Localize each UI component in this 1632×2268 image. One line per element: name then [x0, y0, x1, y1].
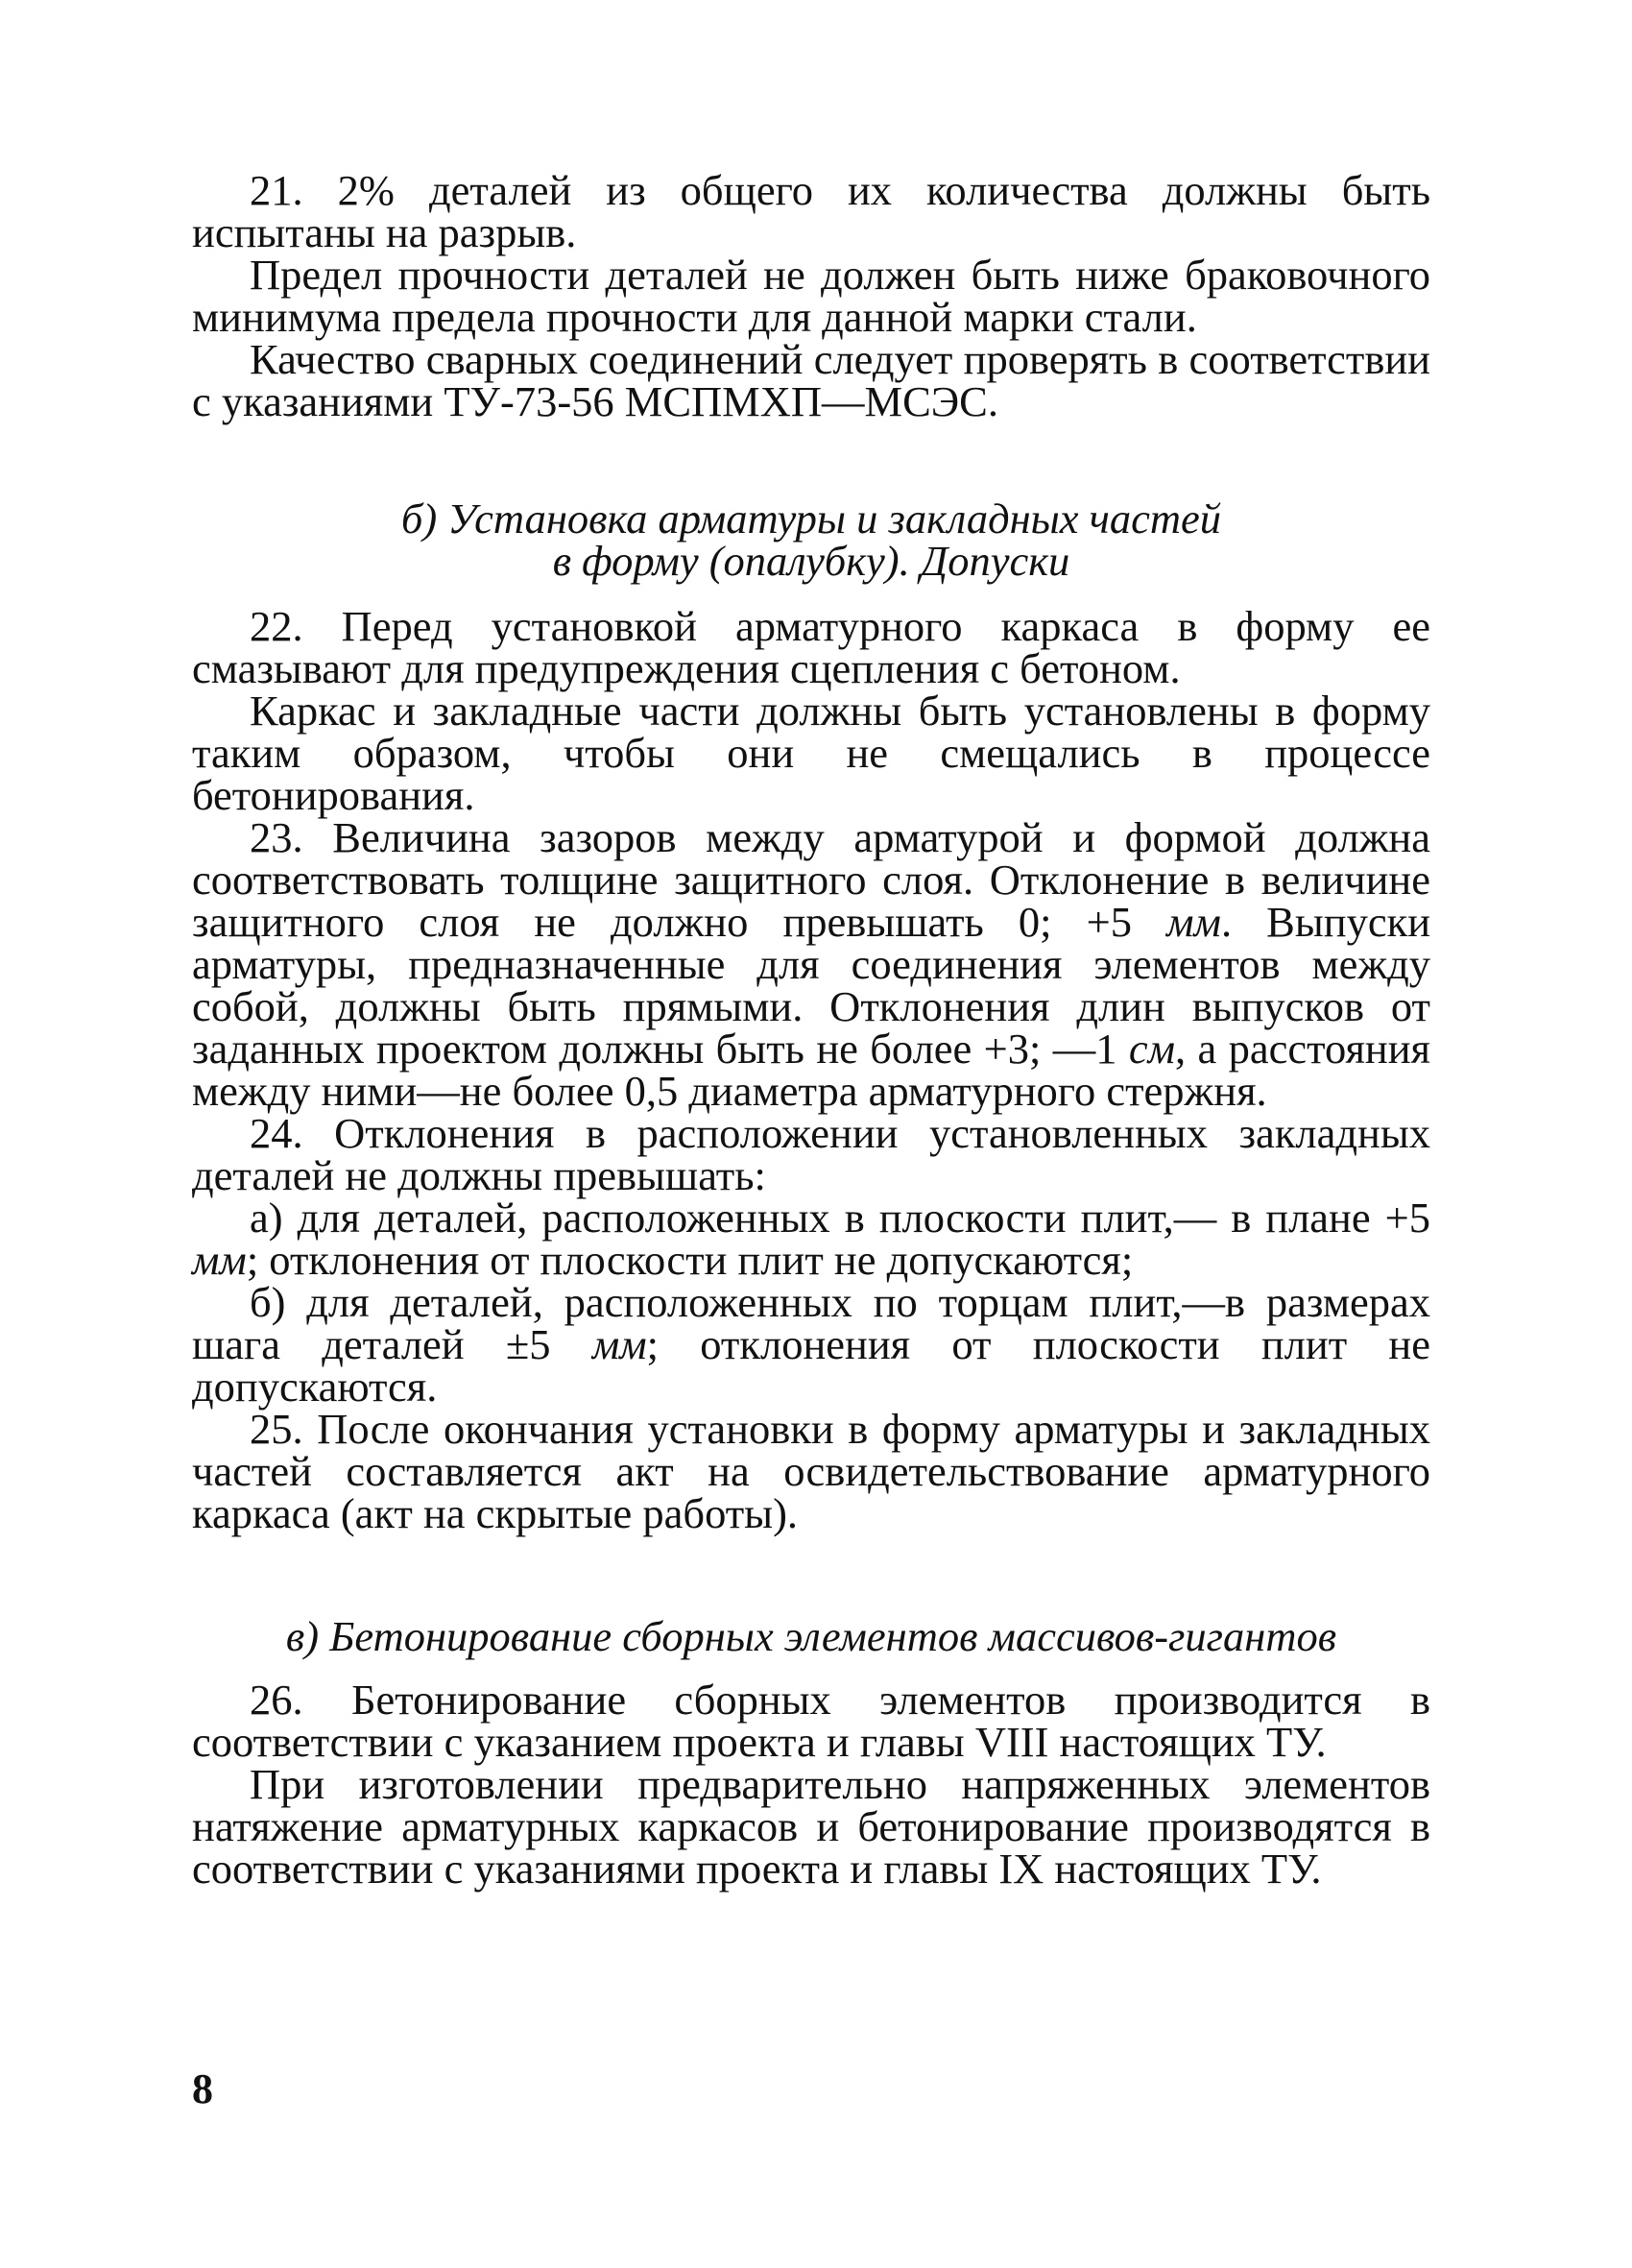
paragraph-prestressed: При изготовлении предварительно напряженных элементов натяжение арматурных каркасов и бетонирование производятся в соответствии с указаниями проекта и главы IX настоящих ТУ. — [192, 1760, 1430, 1893]
document-page — [192, 166, 1431, 1893]
unit-cm: см — [1128, 1025, 1176, 1073]
unit-mm: мм — [1166, 898, 1221, 946]
paragraph-24-a-tail: ; отклонения от плоскости плит не допускаются; — [246, 1236, 1134, 1284]
unit-mm: мм — [591, 1320, 647, 1368]
paragraph-23 — [192, 813, 1431, 1115]
paragraph-23-part-a: 23. Величина зазоров между арматурой и формой должна соответствовать толщине защитного слоя. Отклонение в величине защитного слоя не должно превышать 0; +5 — [192, 813, 1430, 946]
paragraph-24-a — [192, 1194, 1430, 1284]
paragraph-21: 21. 2% деталей из общего их количества должны быть испытаны на разрыв. — [192, 166, 1430, 256]
page-number: 8 — [192, 2065, 213, 2112]
paragraph-22: 22. Перед установкой арматурного каркаса в форму ее смазывают для предупреждения сцепления с бетоном. — [192, 602, 1430, 692]
section-heading-b-line2: в форму (опалубку). Допуски — [552, 537, 1070, 585]
paragraph-strength: Предел прочности деталей не должен быть ниже браковочного минимума предела прочности для данной марки стали. — [192, 251, 1430, 341]
unit-mm: мм — [192, 1236, 247, 1284]
paragraph-24-b-text: б) для деталей, расположенных по торцам плит,—в размерах шага деталей ±5 — [192, 1278, 1430, 1368]
paragraph-welding: Качество сварных соединений следует проверять в соответствии с указаниями ТУ-73-56 МСПМХП—МСЭС. — [192, 335, 1430, 425]
paragraph-26: 26. Бетонирование сборных элементов производится в соответствии с указанием проекта и главы VIII настоящих ТУ. — [192, 1676, 1430, 1766]
section-heading-v: в) Бетонирование сборных элементов массивов-гигантов — [285, 1612, 1337, 1660]
paragraph-24-b-tail: ; отклонения от плоскости плит не допускаются. — [192, 1320, 1430, 1411]
paragraph-25: 25. После окончания установки в форму арматуры и закладных частей составляется акт на освидетельствование арматурного каркаса (акт на скрытые работы). — [192, 1405, 1430, 1537]
section-heading-b — [192, 495, 1430, 585]
paragraph-24: 24. Отклонения в расположении установленных закладных деталей не должны превышать: — [192, 1109, 1430, 1199]
section-heading-b-line1: б) Установка арматуры и закладных частей — [400, 495, 1222, 543]
paragraph-24-a-text: а) для деталей, расположенных в плоскости плит,— в плане +5 — [250, 1194, 1430, 1242]
paragraph-24-b — [192, 1278, 1430, 1411]
paragraph-23-part-c: , а расстояния между ними—не более 0,5 диаметра арматурного стержня. — [192, 1025, 1431, 1115]
paragraph-frame: Каркас и закладные части должны быть установлены в форму таким образом, чтобы они не смещались в процессе бетонирования. — [192, 687, 1430, 819]
paragraph-23-part-b: . Выпуски арматуры, предназначенные для соединения элементов между собой, должны быть прямыми. Отклонения длин выпусков от заданных проектом должны быть не более +3; —1 — [192, 898, 1431, 1073]
